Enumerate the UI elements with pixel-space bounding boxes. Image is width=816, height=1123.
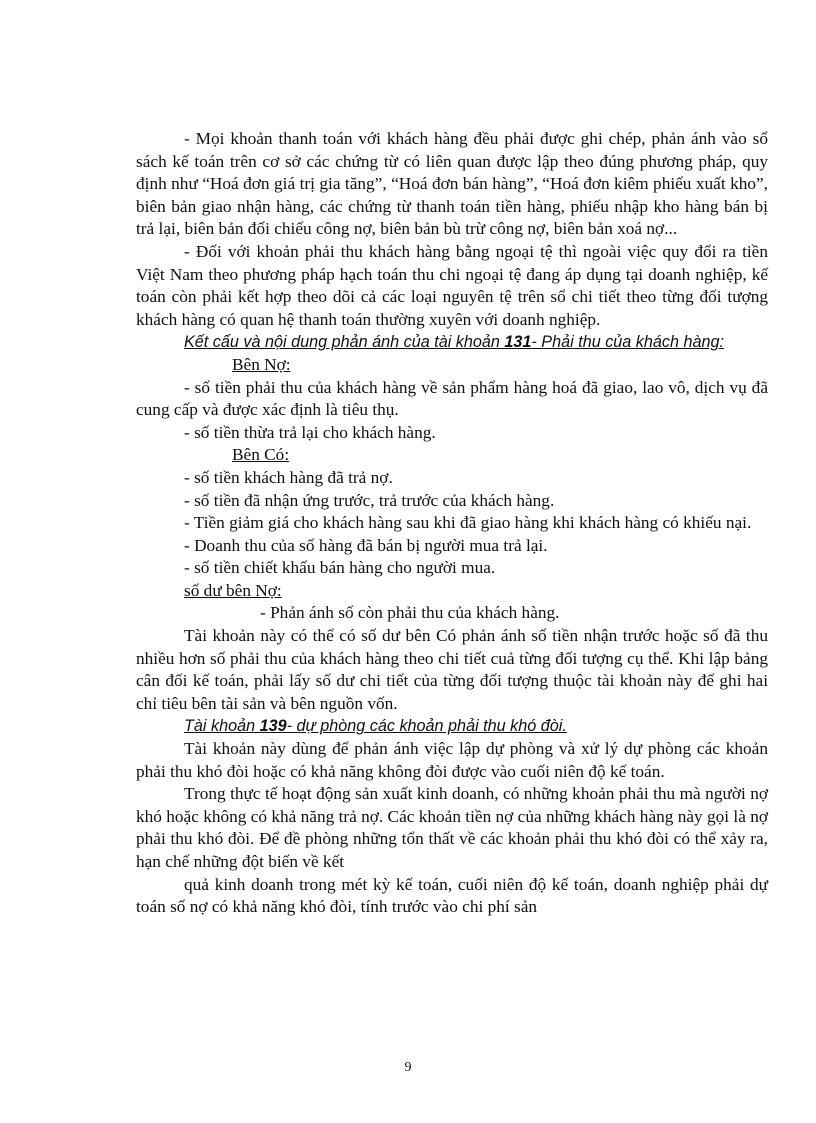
list-item: - Doanh thu của số hàng đã bán bị người mua trả lại. — [184, 535, 548, 555]
paragraph-payment-records: - Mọi khoản thanh toán với khách hàng đều phải được ghi chép, phản ánh vào sổ sách kế toán trên cơ sở các chứng từ có liên quan được lập theo đúng phương pháp, quy định như “Hoá đơn giá trị gia tăng”, “Hoá đơn bán hàng”, “Hoá đơn kiêm phiếu xuất kho”, biên bản giao nhận hàng, các chứng từ thanh toán tiền hàng, phiếu nhập kho hàng bán bị trả lại, biên bản đối chiếu công nợ, biên bản bù trừ công nợ, biên bản xoá nợ... — [136, 129, 768, 239]
heading-account-139: Tài khoản 139- dự phòng các khoản phải thu khó đòi. — [184, 717, 567, 736]
paragraph-provision-purpose: Tài khoản này dùng để phản ánh việc lập dự phòng và xử lý dự phòng các khoản phải thu khó đòi hoặc có khả năng không đòi được vào cuối niên độ kế toán. — [136, 739, 768, 781]
list-item: - số tiền chiết khấu bán hàng cho người mua. — [184, 558, 496, 578]
paragraph-estimate: quả kinh doanh trong mét kỳ kế toán, cuối niên độ kế toán, doanh nghiệp phải dự toán số nợ có khả năng khó đòi, tính trước vào chi phí sản — [136, 874, 768, 917]
paragraph-credit-balance: Tài khoản này có thể có số dư bên Có phản ánh số tiền nhận trước hoặc số đã thu nhiều hơn số phải thu của khách hàng theo chi tiết cuả từng đối tượng cụ thể. Khi lập bảng cân đối kế toán, phải lấy số dư chi tiết của từng đối tượng thuộc tài khoản này để ghi hai chỉ tiêu bên tài sản và bên nguồn vốn. — [136, 626, 768, 713]
label-so-du-ben-no: số dư bên Nợ: — [184, 580, 282, 600]
list-item: - số tiền khách hàng đã trả nợ. — [184, 467, 393, 487]
list-item: - số tiền phải thu của khách hàng về sản phẩm hàng hoá đã giao, lao vô, dịch vụ đã cung cấp và được xác định là tiêu thụ. — [136, 377, 768, 420]
list-item: - Phản ánh số còn phải thu của khách hàng. — [260, 603, 560, 623]
list-item: - số tiền đã nhận ứng trước, trả trước của khách hàng. — [184, 490, 555, 510]
list-item: - Tiền giảm giá cho khách hàng sau khi đã giao hàng khi khách hàng có khiếu nại. — [184, 513, 752, 533]
list-item: - số tiền thừa trả lại cho khách hàng. — [184, 422, 436, 442]
label-ben-co: Bên Có: — [232, 445, 290, 465]
paragraph-bad-debts: Trong thực tế hoạt động sản xuất kinh doanh, có những khoản phải thu mà người nợ khó hoặc không có khả năng trả nợ. Các khoản tiền nợ của những khách hàng này gọi là nợ phải thu khó đòi. Để đề phòng những tổn thất về các khoản phải thu khó đòi có thể xảy ra, hạn chế những đột biến về kết — [136, 784, 768, 871]
paragraph-foreign-currency: - Đối với khoản phải thu khách hàng bằng ngoại tệ thì ngoài việc quy đổi ra tiền Việt Nam theo phương pháp hạch toán thu chi ngoại tệ đang áp dụng tại doanh nghiệp, kế toán còn phải kết hợp theo dõi cả các loại nguyên tệ trên sổ chi tiết theo từng đối tượng khách hàng có quan hệ thanh toán thường xuyên với doanh nghiệp. — [136, 241, 768, 329]
heading-account-131: Kết cấu và nội dung phản ánh của tài khoản 131- Phải thu của khách hàng: — [184, 333, 725, 352]
document-body — [136, 128, 768, 919]
label-ben-no: Bên Nợ: — [232, 354, 291, 374]
page-number: 9 — [404, 1060, 412, 1075]
